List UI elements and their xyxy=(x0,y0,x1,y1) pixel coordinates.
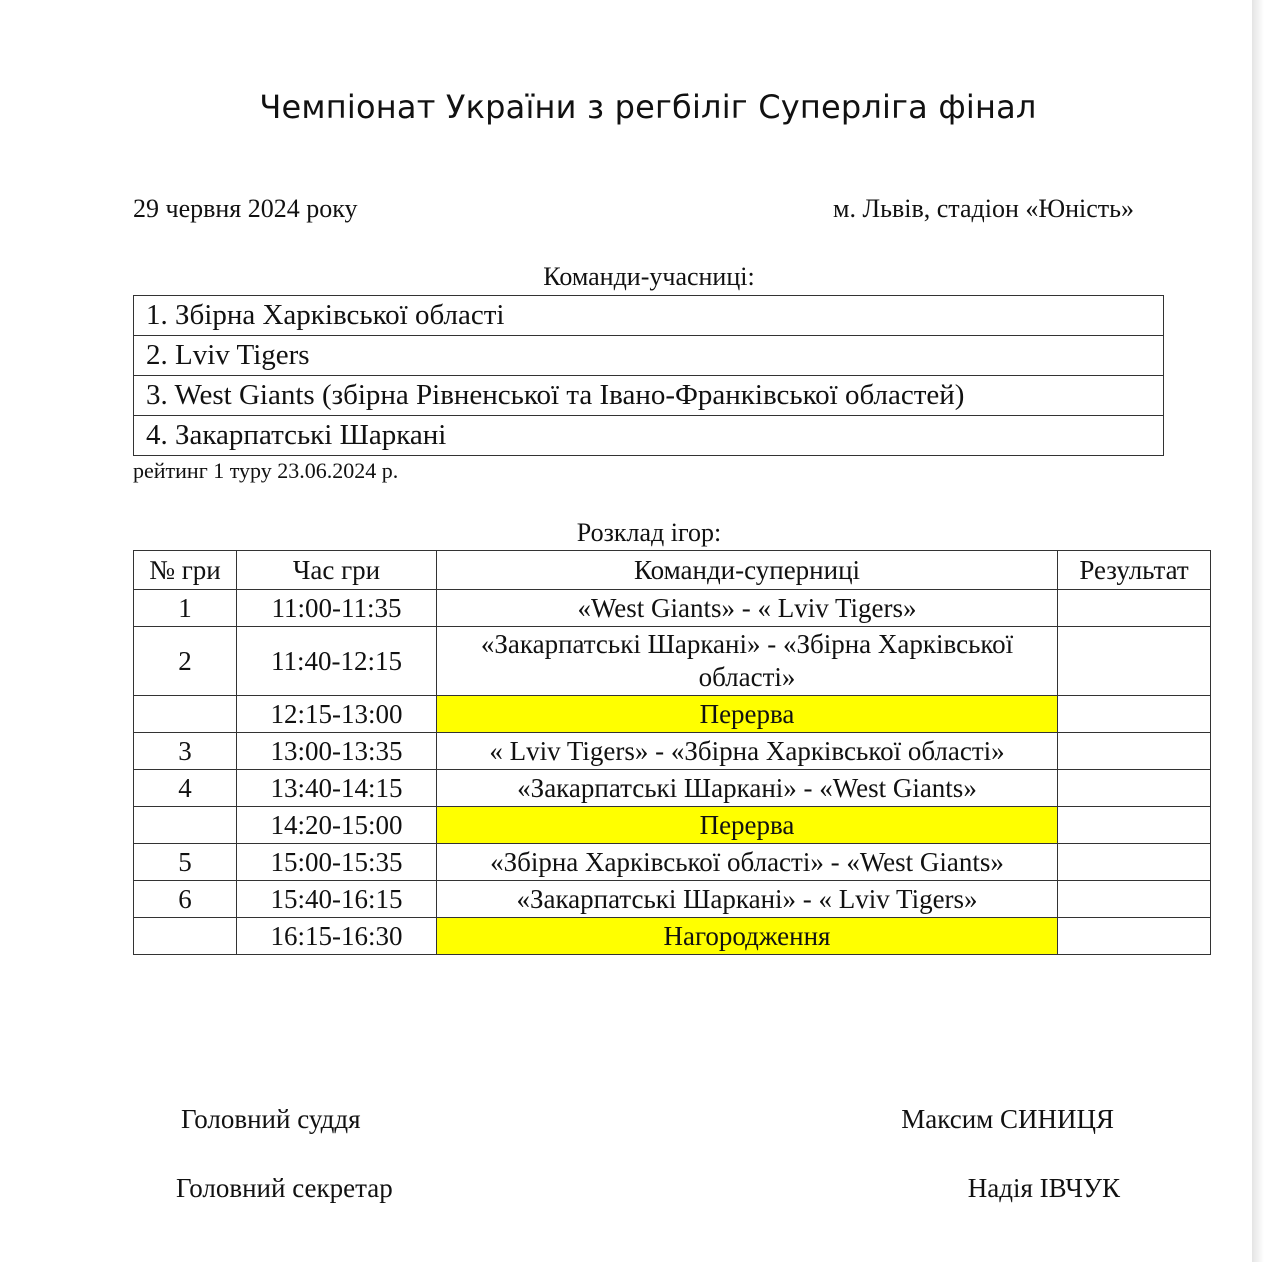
chief-judge-name: Максим СИНИЦЯ xyxy=(901,1104,1114,1134)
break-cell: Перерва xyxy=(437,807,1058,844)
game-time: 14:20-15:00 xyxy=(237,807,437,844)
header-opponents: Команди-суперниці xyxy=(437,551,1058,590)
chief-secretary-name: Надія ІВЧУК xyxy=(967,1173,1120,1203)
game-number: 5 xyxy=(134,844,237,881)
game-result xyxy=(1058,881,1211,918)
schedule-table xyxy=(133,550,1211,955)
game-number xyxy=(134,918,237,955)
schedule-caption: Розклад ігор: xyxy=(576,518,722,547)
team-cell: 3. West Giants (збірна Рівненської та Івано-Франківської областей) xyxy=(134,376,1164,416)
game-result xyxy=(1058,590,1211,627)
teams-table xyxy=(133,295,1164,456)
game-result xyxy=(1058,733,1211,770)
game-time: 11:00-11:35 xyxy=(237,590,437,627)
schedule-row xyxy=(134,770,1211,807)
game-result xyxy=(1058,844,1211,881)
game-opponents: « Lviv Tigers» - «Збірна Харківської області» xyxy=(437,733,1058,770)
team-cell: 2. Lviv Tigers xyxy=(134,336,1164,376)
game-number: 1 xyxy=(134,590,237,627)
rating-note: рейтинг 1 туру 23.06.2024 р. xyxy=(133,458,399,483)
game-result xyxy=(1058,918,1211,955)
schedule-row xyxy=(134,627,1211,696)
team-row xyxy=(134,296,1164,336)
game-time: 11:40-12:15 xyxy=(237,627,437,696)
game-time: 16:15-16:30 xyxy=(237,918,437,955)
game-result xyxy=(1058,807,1211,844)
game-number: 6 xyxy=(134,881,237,918)
event-date: 29 червня 2024 року xyxy=(133,194,358,223)
award-cell: Нагородження xyxy=(437,918,1058,955)
schedule-row xyxy=(134,733,1211,770)
game-opponents: «Закарпатські Шаркані» - «Збірна Харківської області» xyxy=(437,627,1058,696)
game-number: 3 xyxy=(134,733,237,770)
schedule-row-break xyxy=(134,696,1211,733)
game-time: 15:40-16:15 xyxy=(237,881,437,918)
teams-caption: Команди-учасниці: xyxy=(543,262,755,291)
game-time: 13:40-14:15 xyxy=(237,770,437,807)
schedule-row xyxy=(134,881,1211,918)
header-game-number: № гри xyxy=(134,551,237,590)
schedule-row-award xyxy=(134,918,1211,955)
game-number xyxy=(134,696,237,733)
game-number: 2 xyxy=(134,627,237,696)
chief-judge-label: Головний суддя xyxy=(181,1104,361,1134)
game-number: 4 xyxy=(134,770,237,807)
header-game-time: Час гри xyxy=(237,551,437,590)
team-cell: 1. Збірна Харківської області xyxy=(134,296,1164,336)
game-opponents: «Збірна Харківської області» - «West Giants» xyxy=(437,844,1058,881)
event-venue: м. Львів, стадіон «Юність» xyxy=(833,194,1134,223)
schedule-row-break xyxy=(134,807,1211,844)
game-result xyxy=(1058,770,1211,807)
team-cell: 4. Закарпатські Шаркані xyxy=(134,416,1164,456)
game-opponents: «Закарпатські Шаркані» - « Lviv Tigers» xyxy=(437,881,1058,918)
team-row xyxy=(134,376,1164,416)
break-cell: Перерва xyxy=(437,696,1058,733)
team-row xyxy=(134,416,1164,456)
schedule-row xyxy=(134,590,1211,627)
header-result: Результат xyxy=(1058,551,1211,590)
game-result xyxy=(1058,627,1211,696)
game-opponents: «Закарпатські Шаркані» - «West Giants» xyxy=(437,770,1058,807)
game-result xyxy=(1058,696,1211,733)
document-title: Чемпіонат України з регбіліг Суперліга фінал xyxy=(259,88,1037,126)
game-time: 12:15-13:00 xyxy=(237,696,437,733)
game-number xyxy=(134,807,237,844)
chief-secretary-label: Головний секретар xyxy=(176,1173,393,1203)
schedule-row xyxy=(134,844,1211,881)
team-row xyxy=(134,336,1164,376)
page-edge-shadow xyxy=(1252,0,1264,1262)
schedule-header-row xyxy=(134,551,1211,590)
game-time: 13:00-13:35 xyxy=(237,733,437,770)
game-time: 15:00-15:35 xyxy=(237,844,437,881)
game-opponents: «West Giants» - « Lviv Tigers» xyxy=(437,590,1058,627)
